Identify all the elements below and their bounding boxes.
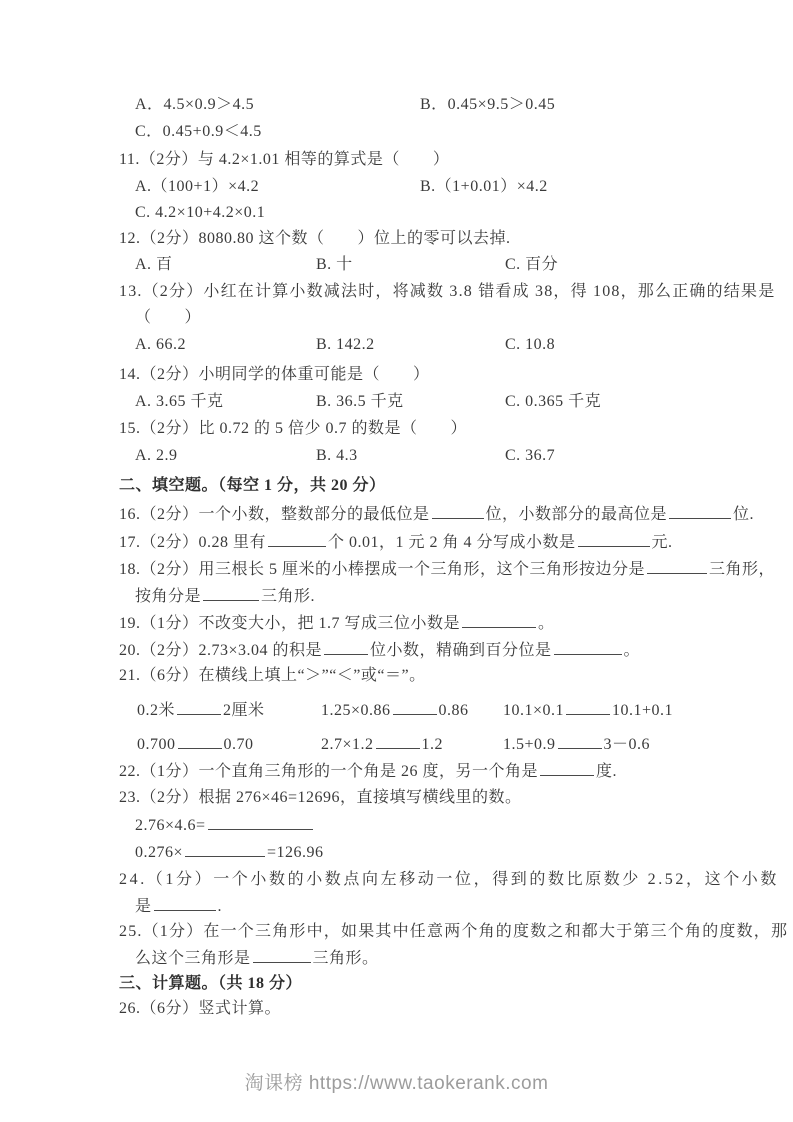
answer-blank xyxy=(203,586,259,601)
q18-line-2 xyxy=(135,586,315,607)
q13-stem-row-2 xyxy=(0,308,793,330)
q11-stem-row xyxy=(0,150,793,172)
q22-row xyxy=(0,761,793,783)
answer-blank xyxy=(393,700,437,715)
answer-blank xyxy=(578,532,650,547)
q15-stem-row xyxy=(0,419,793,441)
q11-option-c: C. 4.2×10+4.2×0.1 xyxy=(135,204,266,221)
q22-text-2: 度. xyxy=(596,763,618,780)
q21-item-1-left: 0.2米 xyxy=(137,702,176,719)
q21-item-3 xyxy=(503,700,673,721)
answer-blank xyxy=(268,532,326,547)
q21-item-6 xyxy=(503,734,650,755)
q25-row-1 xyxy=(0,922,793,944)
q17-text-3: 元. xyxy=(651,534,673,551)
q23-expression-2: 0.276× xyxy=(135,844,184,861)
q21-item-1-right: 2厘米 xyxy=(223,702,265,719)
q19-text-1: 19.（1分）不改变大小，把 1.7 写成三位小数是 xyxy=(119,615,461,632)
q24-line-2 xyxy=(135,896,222,917)
answer-blank xyxy=(177,700,221,715)
q16-row xyxy=(0,504,793,526)
q21-item-5 xyxy=(321,734,443,755)
answer-blank xyxy=(558,734,602,749)
q21-items-row-2 xyxy=(0,734,793,756)
q21-item-2 xyxy=(321,700,469,721)
q12-option-b: B. 十 xyxy=(316,256,353,273)
q13-option-c: C. 10.8 xyxy=(505,336,556,353)
section3-title: 三、计算题。（共 18 分） xyxy=(119,975,303,992)
answer-blank xyxy=(647,559,707,574)
section3-heading-row xyxy=(0,974,793,996)
q21-item-6-left: 1.5+0.9 xyxy=(503,736,556,753)
q24-row-1 xyxy=(0,870,793,892)
q17-line xyxy=(119,532,673,553)
answer-blank xyxy=(376,734,420,749)
q21-item-4-right: 0.70 xyxy=(223,736,254,753)
q17-text-2: 个 0.01，1 元 2 角 4 分写成小数是 xyxy=(328,534,576,551)
answer-blank xyxy=(540,761,594,776)
q16-text-3: 位. xyxy=(733,506,755,523)
q21-item-3-left: 10.1×0.1 xyxy=(503,702,565,719)
q13-option-a: A. 66.2 xyxy=(135,336,187,353)
q19-text-2: 。 xyxy=(538,615,555,632)
q21-item-4 xyxy=(137,734,254,755)
section2-title: 二、填空题。（每空 1 分，共 20 分） xyxy=(119,477,386,494)
q11-options-row-1 xyxy=(0,177,793,199)
q20-row xyxy=(0,640,793,662)
q16-text-2: 位，小数部分的最高位是 xyxy=(485,506,668,523)
q18-line-1 xyxy=(119,559,775,580)
answer-blank xyxy=(208,815,313,830)
answer-blank xyxy=(178,734,222,749)
q11-options-row-2 xyxy=(0,203,793,225)
q13-options-row xyxy=(0,335,793,357)
q20-text-2: 位小数，精确到百分位是 xyxy=(370,642,552,659)
q14-stem-row xyxy=(0,365,793,387)
q12-option-c: C. 百分 xyxy=(505,256,559,273)
q24-text-2: . xyxy=(217,898,223,915)
q21-item-5-left: 2.7×1.2 xyxy=(321,736,374,753)
q21-items-row-1 xyxy=(0,700,793,722)
q13-stem-line2: （ ） xyxy=(135,309,202,326)
q25-row-2 xyxy=(0,948,793,970)
q23-expression-3: =126.96 xyxy=(267,844,324,861)
q23-expression-1: 2.76×4.6= xyxy=(135,817,206,834)
q25-line-1: 25.（1分）在一个三角形中，如果其中任意两个角的度数之和都大于第三个角的度数，那 xyxy=(119,923,789,940)
q14-option-c: C. 0.365 千克 xyxy=(505,393,602,410)
q12-stem-row xyxy=(0,229,793,251)
q23-stem: 23.（2分）根据 276×46=12696，直接填写横线里的数。 xyxy=(119,789,522,806)
q10-option-c: C．0.45+0.9＜4.5 xyxy=(135,123,262,140)
q26-stem: 26.（6分）竖式计算。 xyxy=(119,1000,282,1017)
q20-text-1: 20.（2分）2.73×3.04 的积是 xyxy=(119,642,323,659)
q15-options-row xyxy=(0,446,793,468)
q10-options-row-1 xyxy=(0,95,793,117)
q22-line xyxy=(119,761,617,782)
q11-option-a: A.（100+1）×4.2 xyxy=(135,178,260,195)
q11-option-b: B.（1+0.01）×4.2 xyxy=(420,178,548,195)
q17-text-1: 17.（2分）0.28 里有 xyxy=(119,534,267,551)
q16-text-1: 16.（2分）一个小数，整数部分的最低位是 xyxy=(119,506,430,523)
q19-row xyxy=(0,613,793,635)
q12-stem: 12.（2分）8080.80 这个数（ ）位上的零可以去掉. xyxy=(119,230,511,247)
q20-text-3: 。 xyxy=(623,642,641,659)
answer-blank xyxy=(185,842,265,857)
q10-options-row-2 xyxy=(0,122,793,144)
q14-option-a: A. 3.65 千克 xyxy=(135,393,224,410)
answer-blank xyxy=(566,700,610,715)
q20-line xyxy=(119,640,640,661)
q18-text-4: 三角形. xyxy=(261,588,316,605)
q14-option-b: B. 36.5 千克 xyxy=(316,393,404,410)
q21-stem: 21.（6分）在横线上填上“＞”“＜”或“＝”。 xyxy=(119,667,426,684)
q23-row-1 xyxy=(0,815,793,837)
q18-text-1: 18.（2分）用三根长 5 厘米的小棒摆成一个三角形，这个三角形按边分是 xyxy=(119,561,646,578)
q24-line-1: 24.（1分）一个小数的小数点向左移动一位，得到的数比原数少 2.52，这个小数 xyxy=(119,871,780,888)
q21-item-2-left: 1.25×0.86 xyxy=(321,702,391,719)
answer-blank xyxy=(669,504,731,519)
q13-stem-row-1 xyxy=(0,282,793,304)
q19-line xyxy=(119,613,555,634)
answer-blank xyxy=(154,896,216,911)
q17-row xyxy=(0,532,793,554)
q22-text-1: 22.（1分）一个直角三角形的一个角是 26 度，另一个角是 xyxy=(119,763,539,780)
q21-item-1 xyxy=(137,700,265,721)
q11-stem: 11.（2分）与 4.2×1.01 相等的算式是（ ） xyxy=(119,151,450,168)
q15-stem: 15.（2分）比 0.72 的 5 倍少 0.7 的数是（ ） xyxy=(119,420,468,437)
q13-option-b: B. 142.2 xyxy=(316,336,375,353)
q21-item-5-right: 1.2 xyxy=(421,736,444,753)
q12-option-a: A. 百 xyxy=(135,256,173,273)
q18-row-1 xyxy=(0,559,793,581)
q26-stem-row xyxy=(0,999,793,1021)
q13-stem-line1: 13.（2分）小红在计算小数减法时，将减数 3.8 错看成 38，得 108，那么正确的结果是 xyxy=(119,283,776,300)
q18-row-2 xyxy=(0,586,793,608)
q21-stem-row xyxy=(0,666,793,688)
q23-row-2 xyxy=(0,842,793,864)
q12-options-row xyxy=(0,255,793,277)
q25-text-1: 么这个三角形是 xyxy=(135,950,251,967)
q18-text-3: 按角分是 xyxy=(135,588,202,605)
q10-option-b: B．0.45×9.5＞0.45 xyxy=(420,96,556,113)
q24-text-1: 是 xyxy=(135,898,152,915)
answer-blank xyxy=(432,504,484,519)
q25-line-2 xyxy=(135,948,379,969)
answer-blank xyxy=(554,640,622,655)
q15-option-a: A. 2.9 xyxy=(135,447,178,464)
q25-text-2: 三角形。 xyxy=(312,950,379,967)
q23-line-2 xyxy=(135,842,324,863)
q21-item-3-right: 10.1+0.1 xyxy=(612,702,674,719)
q14-stem: 14.（2分）小明同学的体重可能是（ ） xyxy=(119,366,430,383)
q24-row-2 xyxy=(0,896,793,918)
q23-stem-row xyxy=(0,788,793,810)
q14-options-row xyxy=(0,392,793,414)
q23-line-1 xyxy=(135,815,315,836)
answer-blank xyxy=(324,640,368,655)
q21-item-6-right: 3－0.6 xyxy=(603,736,651,753)
q18-text-2: 三角形， xyxy=(709,561,776,578)
q21-item-2-right: 0.86 xyxy=(438,702,469,719)
site-watermark: 淘课榜 https://www.taokerank.com xyxy=(244,1073,549,1094)
section2-heading-row xyxy=(0,476,793,498)
q15-option-b: B. 4.3 xyxy=(316,447,358,464)
answer-blank xyxy=(462,613,536,628)
q15-option-c: C. 36.7 xyxy=(505,447,556,464)
q21-item-4-left: 0.700 xyxy=(137,736,176,753)
answer-blank xyxy=(253,948,311,963)
q16-line xyxy=(119,504,754,525)
q10-option-a: A．4.5×0.9＞4.5 xyxy=(135,96,255,113)
